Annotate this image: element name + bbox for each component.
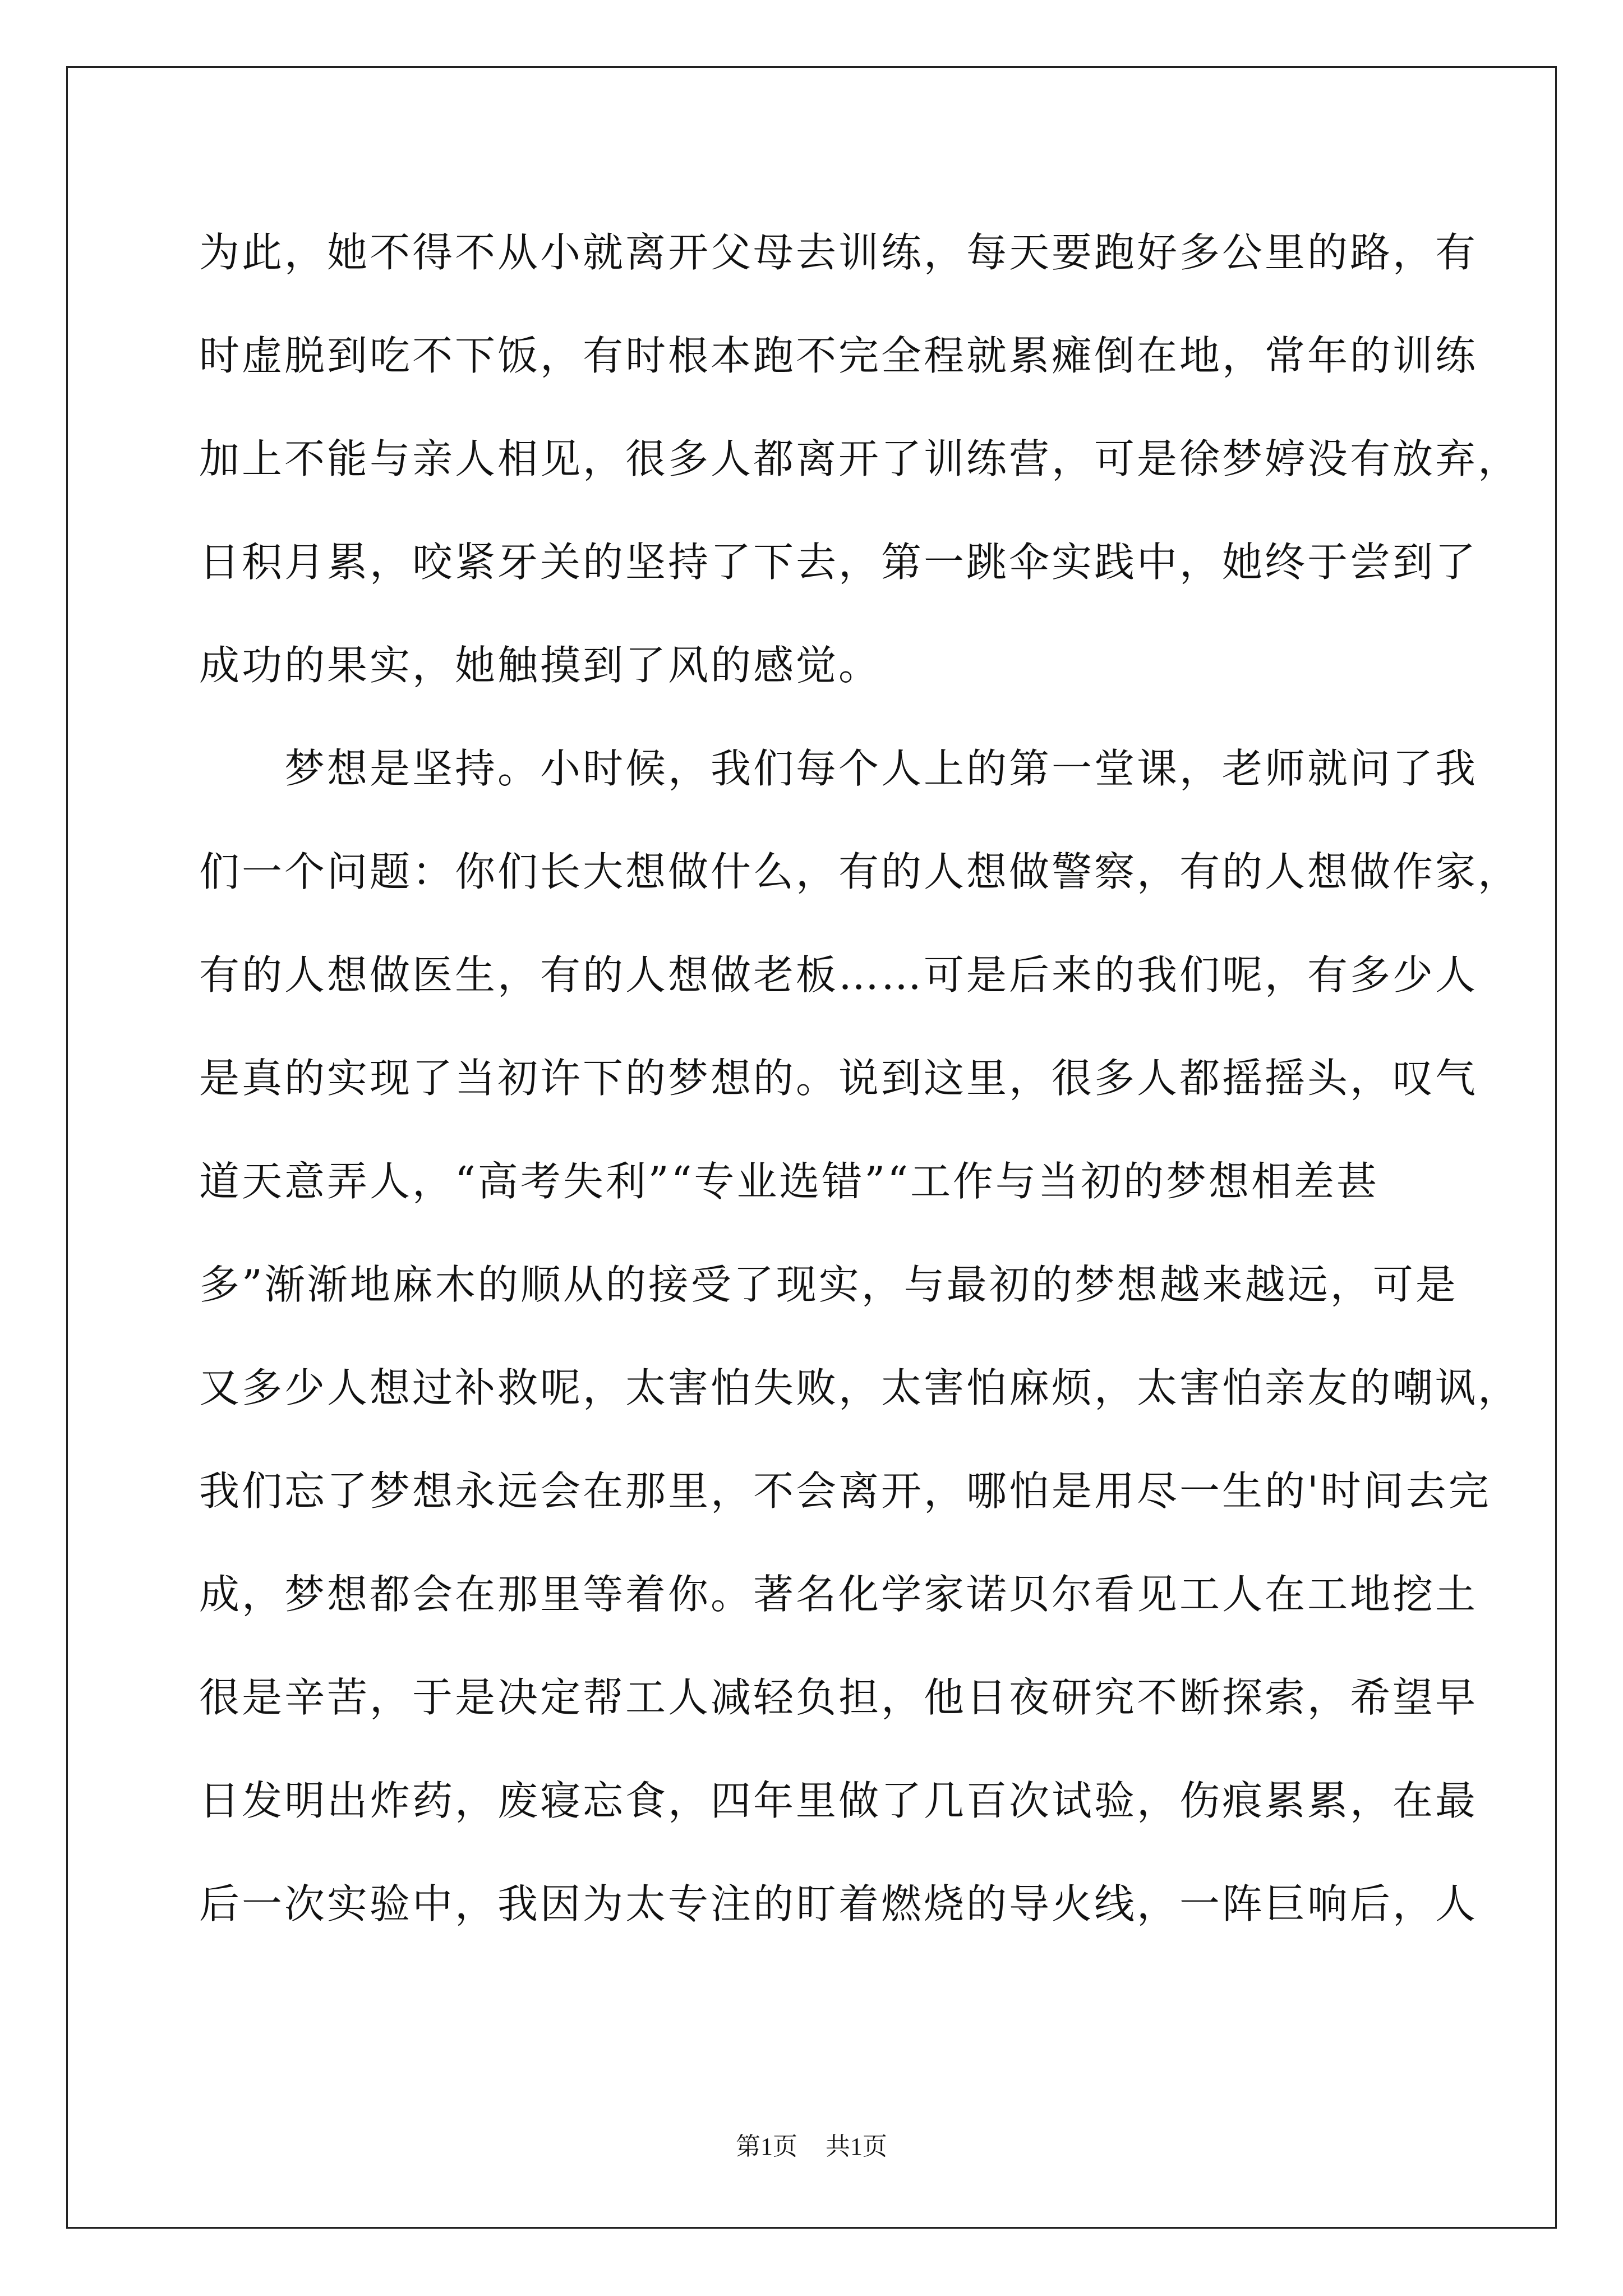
- document-body: [199, 219, 1521, 1973]
- text-line: 梦想是坚持。小时候，我们每个人上的第一堂课，老师就问了我: [199, 745, 1478, 792]
- text-line: 有的人想做医生，有的人想做老板……可是后来的我们呢，有多少人: [199, 951, 1478, 999]
- text-line: 我们忘了梦想永远会在那里，不会离开，哪怕是用尽一生的'时间去完: [199, 1467, 1491, 1515]
- text-line: 成功的果实，她触摸到了风的感觉。: [199, 642, 882, 689]
- text-line: 时虚脱到吃不下饭，有时根本跑不完全程就累瘫倒在地，常年的训练: [199, 332, 1478, 379]
- page-number: 第1页: [736, 2133, 797, 2160]
- text-line: 日发明出炸药，废寝忘食，四年里做了几百次试验，伤痕累累，在最: [199, 1777, 1478, 1824]
- text-line: 是真的实现了当初许下的梦想的。说到这里，很多人都摇摇头，叹气: [199, 1055, 1478, 1102]
- text-line: 加上不能与亲人相见，很多人都离开了训练营，可是徐梦婷没有放弃，: [199, 435, 1521, 482]
- text-line: 很是辛苦，于是决定帮工人减轻负担，他日夜研究不断探索，希望早: [199, 1674, 1478, 1721]
- text-line: 成，梦想都会在那里等着你。著名化学家诺贝尔看见工人在工地挖土: [199, 1571, 1478, 1618]
- text-line: 道天意弄人，“高考失利”“专业选错”“工作与当初的梦想相差甚: [199, 1158, 1380, 1205]
- text-line: 多”渐渐地麻木的顺从的接受了现实，与最初的梦想越来越远，可是: [199, 1261, 1458, 1308]
- text-line: 又多少人想过补救呢，太害怕失败，太害怕麻烦，太害怕亲友的嘲讽，: [199, 1364, 1521, 1411]
- page-footer: [0, 2126, 1623, 2162]
- text-line: 们一个问题：你们长大想做什么，有的人想做警察，有的人想做作家，: [199, 848, 1521, 895]
- text-line: 后一次实验中，我因为太专注的盯着燃烧的导火线，一阵巨响后，人: [199, 1880, 1478, 1927]
- page-total: 共1页: [826, 2133, 887, 2160]
- text-line: 为此，她不得不从小就离开父母去训练，每天要跑好多公里的路，有: [199, 229, 1478, 276]
- text-line: 日积月累，咬紧牙关的坚持了下去，第一跳伞实践中，她终于尝到了: [199, 539, 1478, 586]
